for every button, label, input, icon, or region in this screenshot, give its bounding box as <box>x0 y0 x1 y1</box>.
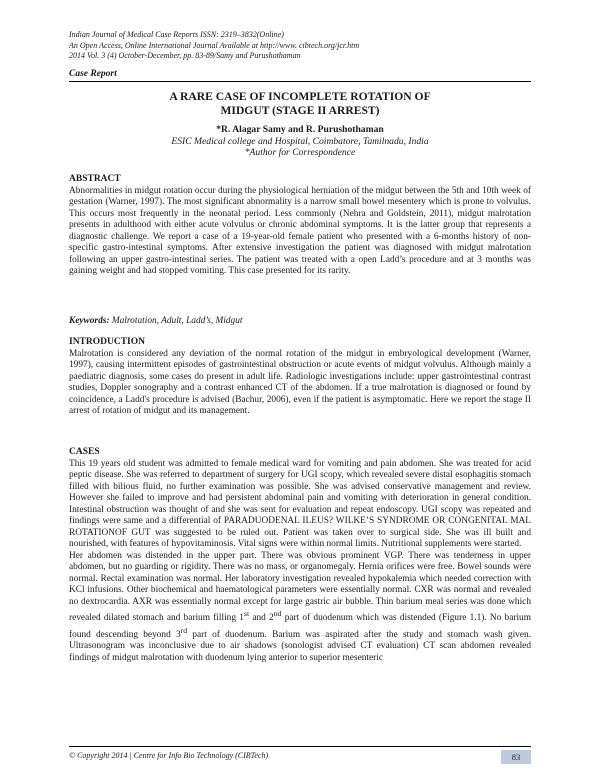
journal-name-line: Indian Journal of Medical Case Reports ISSN: 2319–3832(Online) <box>69 30 284 39</box>
keywords-list: Malrotation, Adult, Ladd’s, Midgut <box>111 316 243 326</box>
header-divider <box>69 81 531 82</box>
introduction-heading: INTRODUCTION <box>69 337 146 347</box>
cases-paragraph-1: This 19 years old student was admitted to female medical ward for vomiting and pain abdomen. She was treated for acid peptic disease. She was referred to department of surgery for UGI scopy, which revealed severe distal esophagitis stomach filled with bilious fluid, no further examination was possible. She was advised conservative management and review. However she failed to improve and had persistent abdominal pain and vomiting with deterioration in general condition. Intestinal obstruction was thought of and she was sent for evaluation and repeat endoscopy. UGI scopy was repeated and findings were same and a differential of PARADUODENAL ILEUS? WILKE’S SYNDROME OR CONGENITAL MAL ROTATIONOF GUT was suggested to be ruled out. Patient was taken over to surgical side. She was ill built and nourished, with features of hypovitaminosis. Vital signs were within normal limits. Nutritional supplements were started. <box>69 458 531 549</box>
page-footer <box>69 746 531 763</box>
keywords-label: Keywords: <box>69 316 110 326</box>
cases-heading: CASES <box>69 447 100 457</box>
author-names: *R. Alagar Samy and R. Purushothaman <box>216 124 384 135</box>
introduction-section <box>69 337 531 418</box>
title-line-2: MIDGUT (STAGE II ARREST) <box>220 103 380 117</box>
abstract-section <box>69 174 531 278</box>
abstract-text: Abnormalities in midgut rotation occur during the physiological herniation of the midgut between the 5th and 10th week of gestation (Warner, 1997). The most significant abnormality is a narrow small bowel mesentery which is prone to volvulus. This occurs most frequently in the neonatal period. Less commonly (Nehra and Goldstein, 2011), midgut malrotation presents in adulthood with either acute volvulus or chronic abdominal symptoms. It is the latter group that represents a diagnostic challenge. We report a case of a 19-year-old female patient who presented with a 6-months history of non-specific gastro-intestinal symptoms. After extensive investigation the patient was diagnosed with midgut malrotation following an upper gastro-intestinal series. The patient was treated with a open Ladd’s procedure and at 3 months was gaining weight and had stopped vomiting. This case presented for its rarity. <box>69 185 531 276</box>
journal-volume-line: 2014 Vol. 3 (4) October-December, pp. 83-89/Samy and Purushothaman <box>69 51 301 60</box>
abstract-heading: ABSTRACT <box>69 174 121 184</box>
title-line-1: A RARE CASE OF INCOMPLETE ROTATION OF <box>169 90 431 103</box>
cases-section <box>69 447 531 664</box>
page-number: 83 <box>501 750 531 764</box>
journal-access-line: An Open Access, Online International Journal Available at http://www. cibtech.org/jcr.htm <box>69 40 360 50</box>
correspondence-note: *Author for Correspondence <box>244 147 356 158</box>
article-type: Case Report <box>69 69 117 79</box>
author-affiliation: ESIC Medical college and Hospital, Coimbatore, Tamilnadu, India <box>171 135 429 147</box>
copyright-text: © Copyright 2014 | Centre for Info Bio Technology (CIBTech) <box>69 751 269 760</box>
journal-header <box>69 30 359 62</box>
article-title <box>69 90 531 117</box>
introduction-text: Malrotation is considered any deviation of the normal rotation of the midgut in embryological development (Warner, 1997), causing intermittent episodes of gastrointestinal obstruction or acute events of midgut volvulus. Although mainly a paediatric diagnosis, some cases do present in adult life. Radiologic investigations include: upper gastrointestinal contrast studies, Doppler sonography and a contrast enhanced CT of the abdomen. If a true malrotation is diagnosed or found by coincidence, a Ladd's procedure is advised (Bachur, 2006), even if the patient is asymptomatic. Here we report the stage II arrest of rotation of midgut and its management. <box>69 348 531 416</box>
author-block <box>69 124 531 159</box>
keywords-section <box>69 316 531 328</box>
cases-paragraph-2: Her abdomen was distended in the upper part. There was obvious prominent VGP. There was tenderness in upper abdomen, but no guarding or rigidity. There was no mass, or organomegaly. Hernia orifices were free. Bowel sounds were normal. Rectal examination was normal. Her laboratory investigation revealed hypokalemia which needed correction with KCl infusions. Other biochemical and haematological parameters were essentially normal. CXR was normal and revealed no dextrocardia. AXR was essentially normal except for large gastric air bubble. Thin barium meal series was done which revealed dilated stomach and barium filling 1st and 2nd part of duodenum which was distended (Figure 1.1). No barium found descending beyond 3rd part of duodenum. Barium was aspirated after the study and stomach wash given. Ultrasonogram was inconclusive due to air shadows (sonologist advised CT evaluation) CT scan abdomen revealed findings of midgut malrotation with duodenum lying anterior to superior mesenteric <box>69 550 531 663</box>
